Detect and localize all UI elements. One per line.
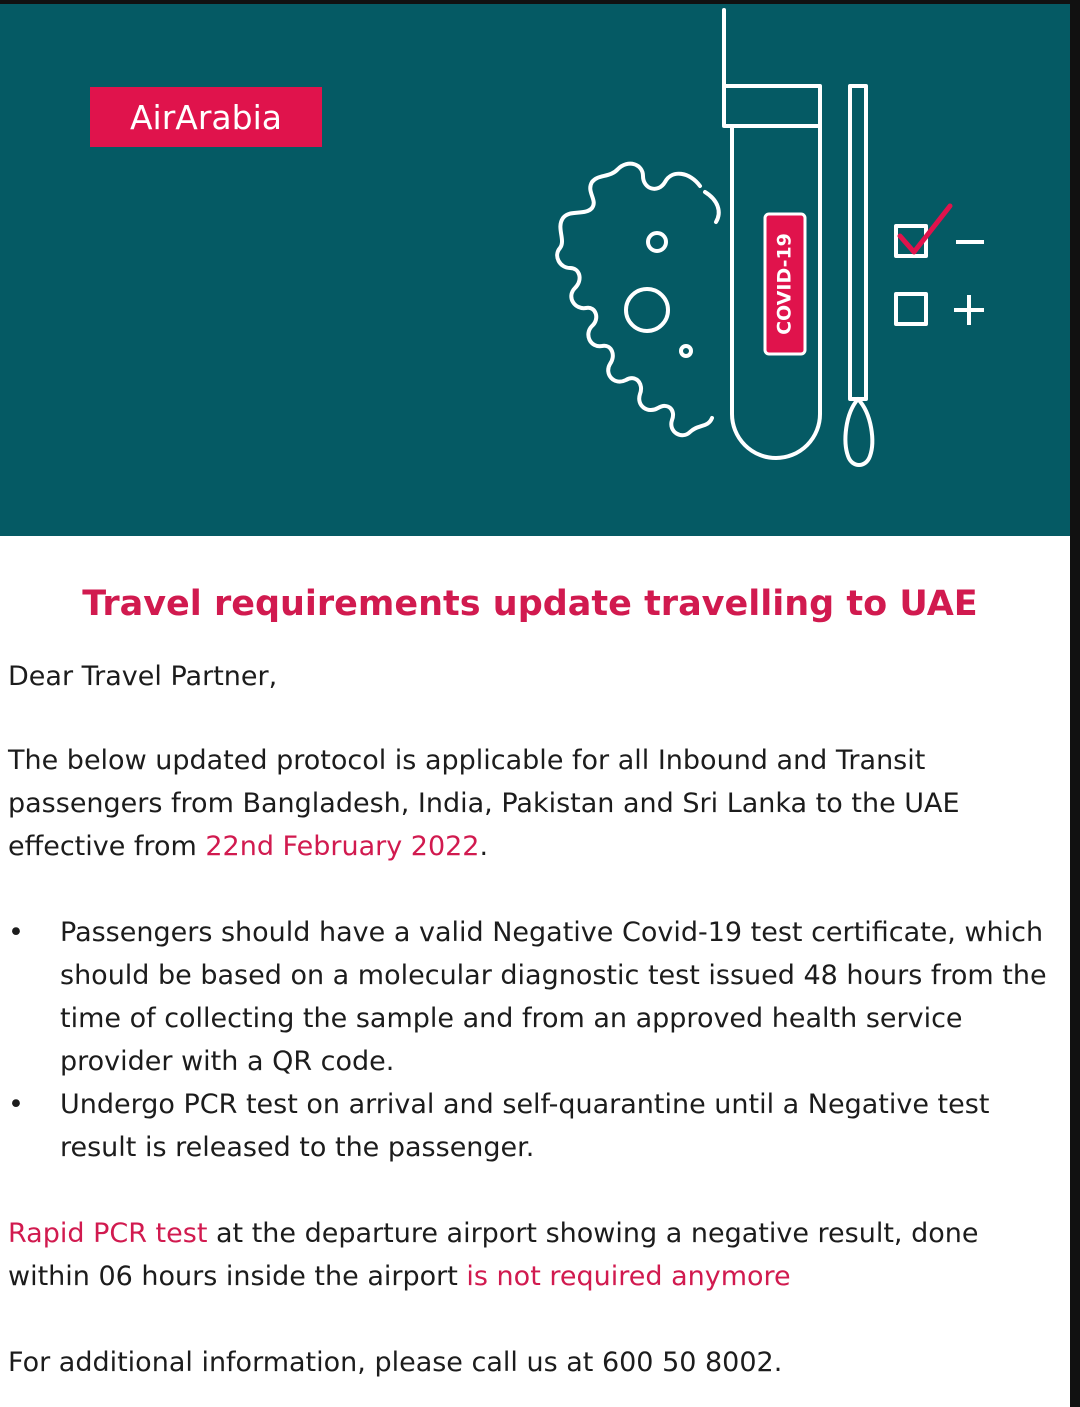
page-title: Travel requirements update travelling to UAE [82, 584, 978, 624]
covid-label-text: COVID-19 [773, 233, 796, 335]
virus-icon [557, 164, 719, 436]
rapid-pcr-emphasis: is not required anymore [466, 1261, 791, 1292]
effective-date: 22nd February 2022 [205, 831, 480, 862]
list-item-text: Undergo PCR test on arrival and self-quarantine until a Negative test result is released to the passenger. [60, 1089, 990, 1163]
virus-dot-icon [681, 346, 691, 356]
tube-cap-icon [724, 86, 820, 126]
list-item [8, 1083, 1060, 1169]
rapid-pcr-lead: Rapid PCR test [8, 1218, 208, 1249]
intro-paragraph [8, 739, 1060, 868]
intro-text: The below updated protocol is applicable for all Inbound and Transit passengers from Bangladesh, India, Pakistan and Sri Lanka to the UAE effective from [8, 745, 960, 862]
virus-dot-icon [648, 233, 666, 251]
bullet-icon: • [8, 917, 24, 948]
requirements-list [8, 911, 1060, 1169]
checkbox-positive-icon [896, 294, 926, 324]
covid-test-illustration [0, 4, 1070, 536]
greeting: Dear Travel Partner, [8, 661, 278, 692]
header-banner [0, 4, 1070, 536]
right-frame-edge [1070, 0, 1080, 1407]
contact-paragraph: For additional information, please call us at 600 50 8002. [8, 1347, 783, 1378]
swab-stick-icon [850, 86, 866, 399]
list-item-text: Passengers should have a valid Negative Covid-19 test certificate, which should be based on a molecular diagnostic test issued 48 hours from the time of collecting the sample and from an approved health service provider with a QR code. [60, 917, 1047, 1077]
intro-end: . [479, 831, 489, 862]
rapid-pcr-paragraph [8, 1212, 1060, 1298]
list-item [8, 911, 1060, 1083]
virus-cell-icon [626, 289, 668, 331]
document-body [8, 655, 1060, 1384]
logo-text: AirArabia [129, 97, 282, 137]
bullet-icon: • [8, 1089, 24, 1120]
rapid-pcr-middle: at the departure airport showing a negative result, done within 06 hours inside the airport [8, 1218, 979, 1292]
swab-tip-icon [845, 399, 872, 465]
